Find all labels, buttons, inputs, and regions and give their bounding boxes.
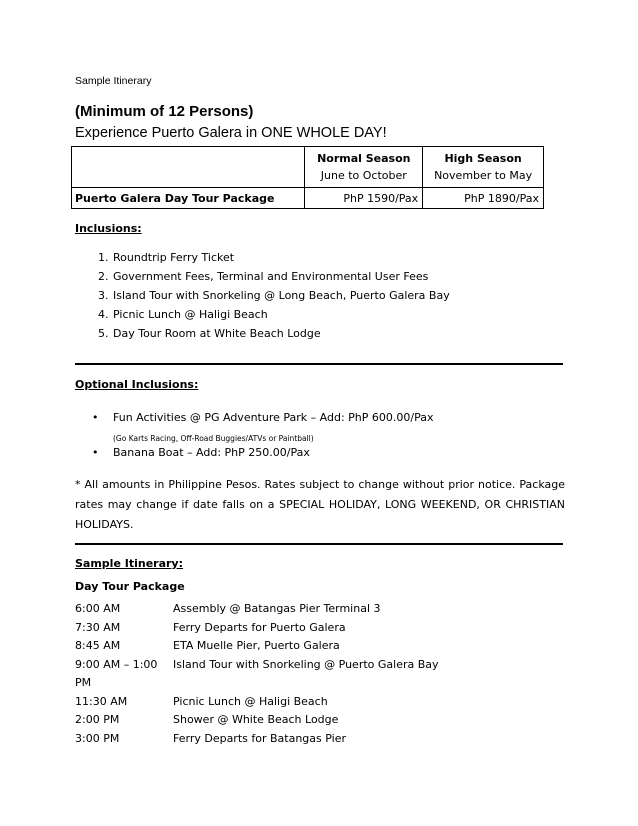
pricing-header-row bbox=[72, 147, 544, 188]
list-item: 3. Island Tour with Snorkeling @ Long Beach, Puerto Galera Bay bbox=[112, 286, 592, 305]
table-row bbox=[75, 656, 513, 693]
schedule-time: 6:00 AM bbox=[75, 602, 121, 615]
optional-item-text: Fun Activities @ PG Adventure Park – Add: PhP 600.00/Pax bbox=[113, 411, 434, 424]
schedule-time: 2:00 PM bbox=[75, 713, 120, 726]
table-row bbox=[75, 693, 513, 712]
table-row bbox=[75, 637, 513, 656]
schedule-event: Shower @ White Beach Lodge bbox=[173, 713, 339, 726]
high-season-cell bbox=[423, 147, 544, 188]
high-season-name: High Season bbox=[444, 152, 522, 165]
list-item: 1. Roundtrip Ferry Ticket bbox=[112, 248, 592, 267]
pricing-empty-cell bbox=[72, 147, 305, 188]
document-header: Sample Itinerary bbox=[75, 75, 152, 87]
high-price-cell: PhP 1890/Pax bbox=[423, 188, 544, 209]
table-row bbox=[75, 711, 513, 730]
optional-item-text: Banana Boat – Add: PhP 250.00/Pax bbox=[113, 446, 310, 459]
schedule-event: Picnic Lunch @ Haligi Beach bbox=[173, 694, 328, 708]
schedule-event: ETA Muelle Pier, Puerto Galera bbox=[173, 639, 340, 652]
schedule-time: 3:00 PM bbox=[75, 731, 120, 745]
package-name-cell: Puerto Galera Day Tour Package bbox=[72, 188, 305, 209]
normal-season-name: Normal Season bbox=[317, 152, 411, 165]
schedule-event: Ferry Departs for Batangas Pier bbox=[173, 731, 346, 745]
schedule-time: 8:45 AM bbox=[75, 639, 121, 652]
pricing-table bbox=[71, 146, 544, 209]
inclusions-list bbox=[75, 248, 592, 343]
normal-price-cell: PhP 1590/Pax bbox=[305, 188, 423, 209]
table-row bbox=[75, 619, 513, 638]
day-tour-package-title: Day Tour Package bbox=[75, 580, 185, 593]
schedule-time: 9:00 AM – 1:00 PM bbox=[75, 657, 158, 689]
section-divider bbox=[75, 363, 563, 365]
normal-season-range: June to October bbox=[320, 169, 407, 182]
table-row bbox=[75, 730, 513, 749]
table-row bbox=[75, 600, 513, 619]
sample-itinerary-label: Sample Itinerary: bbox=[75, 557, 183, 570]
optional-item-banana-boat bbox=[92, 446, 310, 459]
schedule-event: Island Tour with Snorkeling @ Puerto Galera Bay bbox=[173, 657, 439, 671]
minimum-persons-title: (Minimum of 12 Persons) bbox=[75, 103, 254, 120]
inclusions-label: Inclusions: bbox=[75, 222, 142, 235]
optional-item-adventure-park bbox=[92, 411, 433, 424]
schedule-time: 7:30 AM bbox=[75, 620, 121, 634]
rates-disclaimer: * All amounts in Philippine Pesos. Rates subject to change without prior notice. Package rates may change if date falls on a SPECIAL HOLIDAY, LONG WEEKEND, OR CHRISTIAN HOLIDAYS. bbox=[75, 478, 565, 531]
itinerary-schedule bbox=[75, 600, 513, 748]
pricing-package-row bbox=[72, 188, 544, 209]
bullet-icon: • bbox=[92, 446, 99, 459]
high-season-range: November to May bbox=[434, 169, 533, 182]
list-item: 4. Picnic Lunch @ Haligi Beach bbox=[112, 305, 592, 324]
optional-inclusions-label: Optional Inclusions: bbox=[75, 378, 199, 391]
schedule-time: 11:30 AM bbox=[75, 694, 128, 708]
list-item: 2. Government Fees, Terminal and Environmental User Fees bbox=[112, 267, 592, 286]
schedule-event: Ferry Departs for Puerto Galera bbox=[173, 620, 346, 634]
tour-subtitle: Experience Puerto Galera in ONE WHOLE DAY! bbox=[75, 125, 387, 141]
optional-item-note: (Go Karts Racing, Off-Road Buggies/ATVs or Paintball) bbox=[113, 434, 314, 443]
normal-season-cell bbox=[305, 147, 423, 188]
schedule-event: Assembly @ Batangas Pier Terminal 3 bbox=[173, 602, 381, 615]
list-item: 5. Day Tour Room at White Beach Lodge bbox=[112, 324, 592, 343]
bullet-icon: • bbox=[92, 411, 99, 424]
section-divider bbox=[75, 543, 563, 545]
